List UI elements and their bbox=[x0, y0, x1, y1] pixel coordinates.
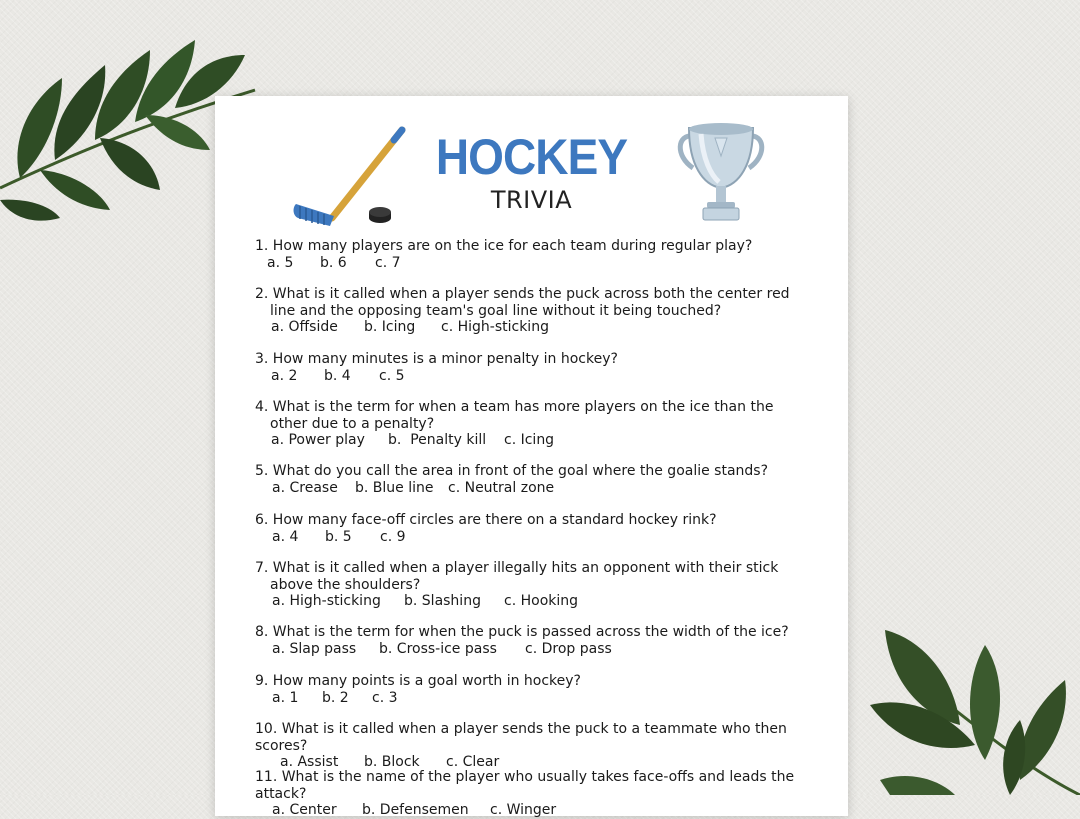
option-b: b. 5 bbox=[325, 528, 352, 545]
page-subtitle: TRIVIA bbox=[490, 186, 573, 214]
question-text: 1. How many players are on the ice for each team during regular play? bbox=[255, 238, 753, 254]
option-b: b. 6 bbox=[320, 254, 347, 271]
option-a: a. Assist bbox=[280, 754, 339, 770]
question-text: 11. What is the name of the player who usually takes face-offs and leads the attack? bbox=[255, 769, 795, 802]
question-7 bbox=[255, 560, 795, 610]
option-a: a. 5 bbox=[267, 254, 294, 271]
option-a: a. Crease bbox=[272, 479, 338, 496]
option-b: b. Slashing bbox=[404, 593, 481, 609]
option-c: c. Clear bbox=[446, 754, 500, 770]
option-b: b. Block bbox=[364, 754, 420, 770]
option-b: b. 4 bbox=[324, 367, 351, 384]
option-c: c. 7 bbox=[375, 254, 401, 271]
trivia-sheet bbox=[215, 96, 848, 816]
option-a: a. 2 bbox=[271, 367, 298, 384]
option-a: a. 1 bbox=[272, 689, 299, 706]
option-c: c. 5 bbox=[379, 367, 405, 384]
option-a: a. Center bbox=[272, 802, 337, 818]
question-text: 9. How many points is a goal worth in hockey? bbox=[255, 673, 581, 689]
question-5 bbox=[255, 463, 825, 496]
question-2 bbox=[255, 286, 790, 336]
option-a: a. 4 bbox=[272, 528, 299, 545]
option-a: a. Slap pass bbox=[272, 640, 357, 657]
option-c: c. 3 bbox=[372, 689, 398, 706]
option-c: c. Winger bbox=[490, 802, 557, 818]
question-11 bbox=[255, 769, 825, 819]
option-b: b. Blue line bbox=[355, 479, 434, 496]
option-a: a. High-sticking bbox=[272, 593, 381, 609]
option-c: c. Neutral zone bbox=[448, 479, 555, 496]
page-title: HOCKEY bbox=[435, 129, 628, 185]
question-text: 10. What is it called when a player sends the puck to a teammate who then scores? bbox=[255, 721, 787, 754]
option-b: b. Penalty kill bbox=[388, 432, 487, 448]
question-9 bbox=[255, 673, 825, 706]
question-6 bbox=[255, 512, 825, 545]
question-text: 6. How many face-off circles are there on a standard hockey rink? bbox=[255, 512, 717, 528]
option-b: b. Cross-ice pass bbox=[379, 640, 497, 657]
option-c: c. 9 bbox=[380, 528, 406, 545]
option-b: b. Defensemen bbox=[362, 802, 469, 818]
question-text: 3. How many minutes is a minor penalty in hockey? bbox=[255, 351, 618, 367]
question-text: 2. What is it called when a player sends the puck across both the center red line and the opposing team's goal line without it being touched? bbox=[255, 286, 790, 319]
question-text: 4. What is the term for when a team has more players on the ice than the other due to a penalty? bbox=[255, 399, 774, 432]
leaf-branch-bottom-right bbox=[860, 620, 1080, 795]
option-a: a. Offside bbox=[271, 319, 338, 335]
option-b: b. 2 bbox=[322, 689, 349, 706]
question-3 bbox=[255, 351, 825, 384]
question-10 bbox=[255, 721, 825, 771]
trophy-icon bbox=[671, 120, 771, 230]
option-c: c. Icing bbox=[504, 432, 555, 448]
option-c: c. Drop pass bbox=[525, 640, 612, 657]
question-1 bbox=[255, 238, 825, 271]
option-b: b. Icing bbox=[364, 319, 416, 335]
question-text: 5. What do you call the area in front of the goal where the goalie stands? bbox=[255, 463, 769, 479]
option-c: c. High-sticking bbox=[441, 319, 549, 335]
question-text: 7. What is it called when a player illegally hits an opponent with their stick above the shoulders? bbox=[255, 560, 779, 593]
option-c: c. Hooking bbox=[504, 593, 579, 609]
option-a: a. Power play bbox=[271, 432, 365, 448]
question-8 bbox=[255, 624, 825, 657]
question-4 bbox=[255, 399, 790, 449]
question-text: 8. What is the term for when the puck is passed across the width of the ice? bbox=[255, 624, 789, 640]
